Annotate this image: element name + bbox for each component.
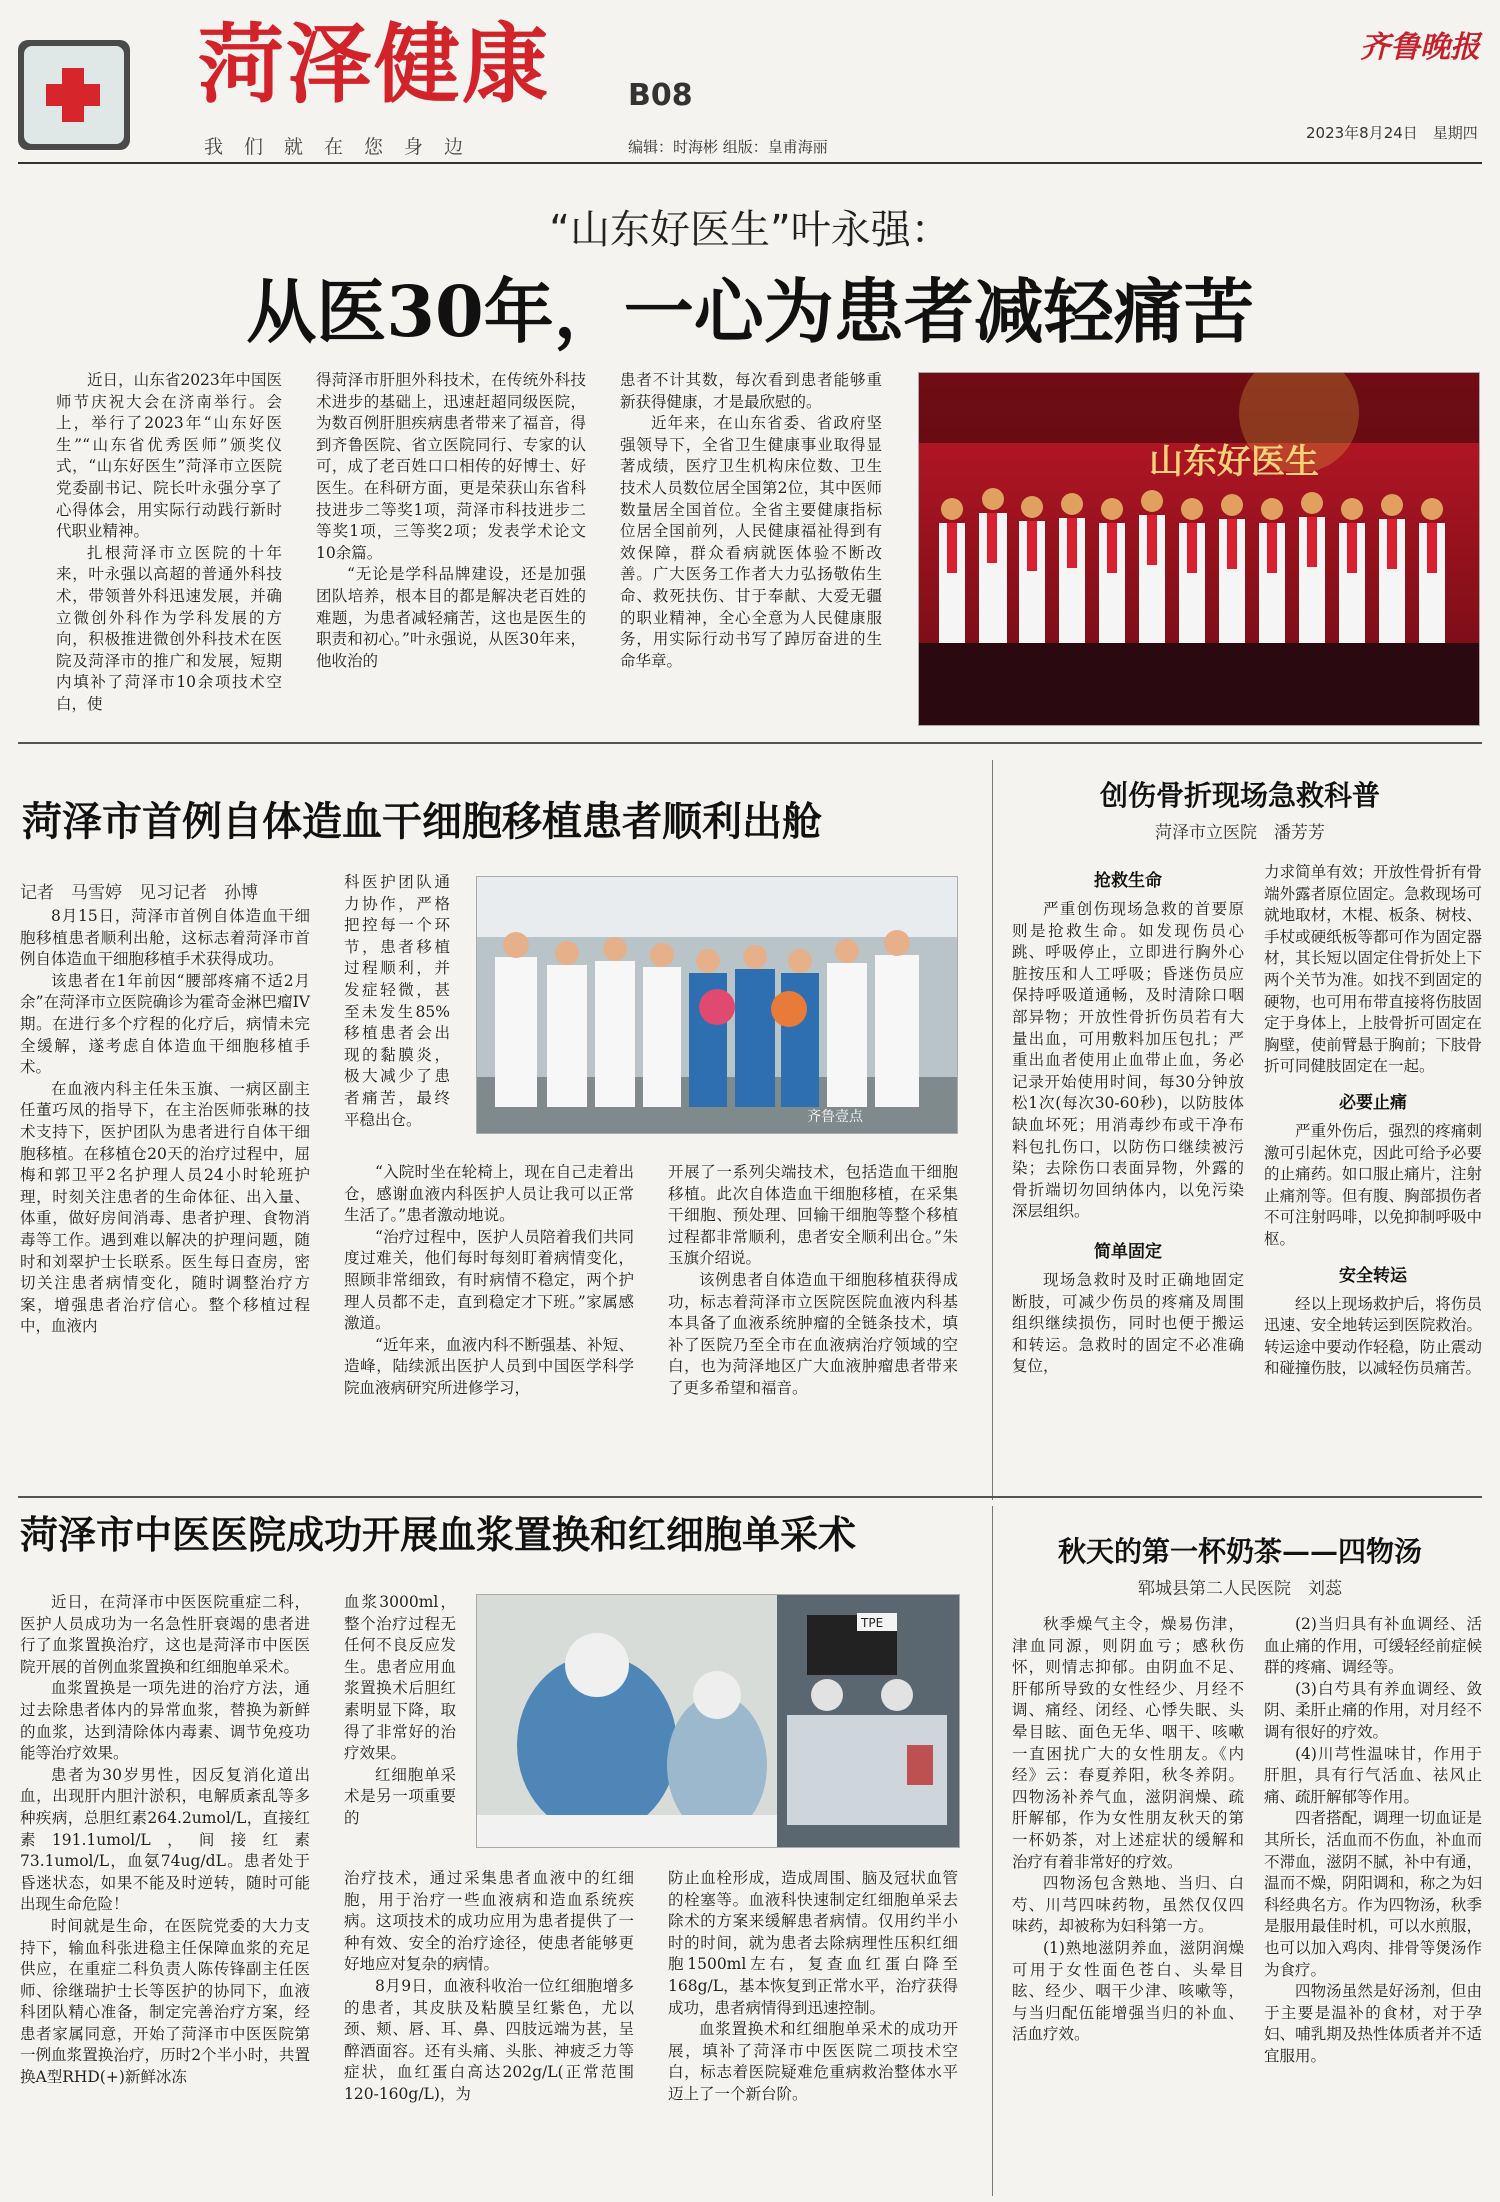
tcm-column-1 [20, 1592, 310, 2089]
paragraph: 四者搭配，调理一切血证是其所长，活血而不伤血，补血而不滞血，滋阴不腻，补中有通，温而不燥，阴阳调和，称之为妇科经典名方。作为四物汤，秋季是服用最佳时机，可以水煎服，也可以加入鸡肉、排骨等煲汤作为食疗。 [1264, 1809, 1482, 1979]
soup-headline: 秋天的第一杯奶茶——四物汤 [1057, 1535, 1422, 1568]
fracture-headline: 创伤骨折现场急救科普 [1099, 779, 1380, 812]
fracture-byline: 菏泽市立医院 潘芳芳 [1155, 823, 1325, 843]
subheading-pain-relief: 必要止痛 [1339, 1092, 1407, 1113]
photo-credit: 齐鲁壹点 [807, 1109, 863, 1125]
paragraph: 患者不计其数，每次看到患者能够重新获得健康，才是最欣慰的。 [620, 371, 882, 411]
paragraph: 科医护团队通力协作，严格把控每一个环节，患者移植过程顺利，并发症轻微，甚至未发生85%移植患者会出现的黏膜炎，极大减少了患者痛苦，最终平稳出仓。 [344, 873, 450, 1129]
paragraph: 血浆置换是一项先进的治疗方法，通过去除患者体内的异常血浆，替换为新鲜的血浆，达到清除体内毒素、调节免疫功能等治疗效果。 [20, 1679, 310, 1763]
stem-cell-headline: 菏泽市首例自体造血干细胞移植患者顺利出舱 [22, 798, 822, 845]
paragraph: “入院时坐在轮椅上，现在自己走着出仓，感谢血液内科医护人员让我可以正常生活了。”患者激动地说。 [344, 1163, 634, 1225]
fracture-paragraph [1012, 1270, 1244, 1378]
paragraph: 在血液内科主任朱玉旗、一病区副主任董巧凤的指导下，在主治医师张琳的技术支持下，医护团队为患者进行自体干细胞移植。在移植仓20天的治疗过程中，屈梅和郭卫平2名护理人员24小时轮班护理，时刻关注患者的生命体征、出入量、体重，做好房间消毒、患者护理、食物消毒等工作。遇到难以解决的护理问题，随时和刘翠护士长联系。医生每日查房，密切关注患者病情变化，随时调整治疗方案，增强患者治疗信心。整个移植过程中，血液内 [20, 1079, 310, 1336]
paragraph: 近年来，在山东省委、省政府坚强领导下，全省卫生健康事业取得显著成绩，医疗卫生机构床位数、卫生技术人员数位居全国第2位，其中医师数量居全国首位。全省主要健康指标位居全国前列，人民健康福祉得到有效保障，群众看病就医体验不断改善。广大医务工作者大力弘扬敬佑生命、救死扶伤、甘于奉献、大爱无疆的职业精神，全心全意为人民健康服务，用实际行动书写了踔厉奋进的生命华章。 [620, 414, 882, 670]
paragraph: 严重外伤后，强烈的疼痛刺激可引起休克，因此可给予必要的止痛药。如口服止痛片，注射止痛剂等。但有腹、胸部损伤者不可注射吗啡，以免抑制呼吸中枢。 [1264, 1121, 1482, 1248]
paragraph: “近年来，血液内科不断强基、补短、造峰，陆续派出医护人员到中国医学科学院血液病研究所进修学习， [344, 1335, 634, 1397]
paragraph: “无论是学科品牌建设，还是加强团队培养，根本目的都是解决老百姓的难题，为患者减轻痛苦，这也是医生的职责和初心。”叶永强说，从医30年来，他收治的 [316, 565, 586, 670]
soup-byline: 郓城县第二人民医院 刘蕊 [1138, 1579, 1342, 1599]
paragraph: 治疗技术，通过采集患者血液中的红细胞，用于治疗一些血液病和造血系统疾病。这项技术的成功应用为患者提供了一种有效、安全的治疗途径，使患者能够更好地应对复杂的病情。 [344, 1869, 634, 1974]
tcm-headline: 菏泽市中医医院成功开展血浆置换和红细胞单采术 [20, 1512, 857, 1557]
paragraph: 严重创伤现场急救的首要原则是抢救生命。如发现伤员心跳、呼吸停止，立即进行胸外心脏按压和人工呼吸；昏迷伤员应保持呼吸道通畅，及时清除口咽部异物；开放性骨折伤员若有大量出血，可用敷料加压包扎；严重出血者使用止血带止血，务必记录开始使用时间，每30分钟放松1次(每次30-60秒)，以防肢体缺血坏死；用消毒纱布或干净布料包扎伤口，以防伤口继续被污染；去除伤口表面异物，外露的骨折端切勿回纳体内，以免污染深层组织。 [1012, 900, 1244, 1221]
paragraph: 8月9日，血液科收治一位红细胞增多的患者，其皮肤及粘膜呈红紫色，尤以颈、颊、唇、耳、鼻、四肢远端为甚，呈醉酒面容。还有头痛、头胀、神疲乏力等症状，血红蛋白高达202g/L(正常范围120-160g/L)，为 [344, 1976, 634, 2103]
plasma-exchange-illustration [477, 1595, 959, 1847]
paragraph: 力求简单有效；开放性骨折有骨端外露者原位固定。急救现场可就地取材，木棍、板条、树枝、手杖或硬纸板等都可作为固定器材，其长短以固定住骨折处上下两个关节为准。如找不到固定的硬物，也可用布带直接将伤肢固定于身体上，上肢骨折可固定在胸壁，使前臂悬于胸前；下肢骨折可同健肢固定在一起。 [1264, 863, 1482, 1076]
paragraph: 扎根菏泽市立医院的十年来，叶永强以高超的普通外科技术，带领普外科迅速发展，并确立微创外科作为学科发展的方向，积极推进微创外科技术在医院及菏泽市的推广和发展，短期内填补了菏泽市10余项技术空白，使 [56, 543, 282, 713]
fracture-left-column [1012, 866, 1244, 1378]
lead-column-2 [316, 370, 586, 672]
soup-left-column [1012, 1614, 1244, 2046]
paragraph: 时间就是生命，在医院党委的大力支持下，输血科张进稳主任保障血浆的充足供应，在重症二科负责人陈传锋副主任医师、徐继瑞护士长等医护的协同下，血液科团队精心准备，制定完善治疗方案，经患者家属同意，开始了菏泽市中医医院第一例血浆置换治疗，历时2个半小时，共置换A型RHD(+)新鲜冰冻 [20, 1916, 310, 2087]
paragraph: 患者为30岁男性，因反复消化道出血，出现肝内胆汁淤积，电解质紊乱等多种疾病，总胆红素264.2umol/L，直接红素191.1umol/L，间接红素73.1umol/L，血氨74ug/dL。患者处于昏迷状态，如果不能及时逆转，随时可能出现生命危险！ [20, 1765, 310, 1914]
discharge-team-photo [476, 876, 958, 1134]
device-label: TPE [861, 1616, 884, 1630]
award-ceremony-photo [918, 372, 1480, 726]
issue-date: 2023年8月24日 星期四 [1306, 124, 1478, 142]
stem-column-1 [20, 906, 310, 1338]
paragraph: (4)川芎性温味甘，作用于肝胆，具有行气活血、祛风止痛、疏肝解郁等作用。 [1264, 1744, 1482, 1806]
column-divider [992, 1506, 993, 2196]
lead-headline: 从医30年，一心为患者减轻痛苦 [246, 270, 1254, 353]
fracture-paragraph [1012, 899, 1244, 1223]
red-cross-icon-bar [46, 84, 100, 106]
stem-column-3 [668, 1162, 958, 1400]
paragraph: 血浆3000ml，整个治疗过程无任何不良反应发生。患者应用血浆置换术后胆红素明显下降，取得了非常好的治疗效果。 [344, 1593, 456, 1763]
tcm-column-2-bottom [344, 1868, 634, 2106]
page-number: B08 [628, 78, 693, 113]
soup-right-column [1264, 1614, 1482, 2067]
award-ceremony-illustration [919, 373, 1479, 725]
lead-column-3 [620, 370, 882, 672]
paragraph: 近日，山东省2023年中国医师节庆祝大会在济南举行。会上，举行了2023年“山东好医生”“山东省优秀医师”颁奖仪式，“山东好医生”菏泽市立医院党委副书记、院长叶永强分享了心得体会，用实际行动践行新时代职业精神。 [56, 371, 282, 541]
tcm-column-3 [668, 1868, 958, 2106]
stem-column-2-bottom [344, 1162, 634, 1400]
paragraph: 开展了一系列尖端技术，包括造血干细胞移植。此次自体造血干细胞移植，在采集干细胞、预处理、回输干细胞等整个移植过程都非常顺利，患者安全顺利出仓。”朱玉旗介绍说。 [668, 1163, 958, 1268]
section-divider [18, 1496, 1482, 1498]
paragraph: 四物汤虽然是好汤剂，但由于主要是温补的食材，对于孕妇、哺乳期及热性体质者并不适宜服用。 [1264, 1982, 1482, 2065]
section-divider [18, 742, 1482, 744]
medical-team-illustration [477, 877, 957, 1133]
banner-text: 山东好医生 [1149, 442, 1319, 482]
header-divider [18, 162, 1482, 164]
paragraph: 红细胞单采术是另一项重要的 [344, 1765, 456, 1827]
subheading-transport: 安全转运 [1339, 1265, 1407, 1286]
paragraph: (2)当归具有补血调经、活血止痛的作用，可缓轻经前症候群的疼痛、调经等。 [1264, 1615, 1482, 1677]
tcm-column-2-top [344, 1592, 456, 1830]
paragraph: (3)白芍具有养血调经、敛阴、柔肝止痛的作用，对月经不调有很好的疗效。 [1264, 1679, 1482, 1741]
stem-column-2-top [344, 872, 450, 1131]
subheading-save-life: 抢救生命 [1094, 871, 1162, 891]
paragraph: 四物汤包含熟地、当归、白芍、川芎四味药物，虽然仅仅四味药，却被称为妇科第一方。 [1012, 1874, 1244, 1936]
fracture-paragraph [1264, 1121, 1482, 1251]
lead-kicker: “山东好医生”叶永强： [549, 207, 951, 253]
paragraph: 该患者在1年前因“腰部疼痛不适2月余”在菏泽市立医院确诊为霍奇金淋巴瘤IV期。在进行多个疗程的化疗后，病情未完全缓解，遂考虑自体造血干细胞移植手术。 [20, 971, 310, 1077]
paragraph: 血浆置换术和红细胞单采术的成功开展，填补了菏泽市中医医院二项技术空白，标志着医院疑难危重病救治整体水平迈上了一个新台阶。 [668, 2020, 958, 2103]
paragraph: 防止血栓形成，造成周围、脑及冠状血管的栓塞等。血液科快速制定红细胞单采去除术的方案来缓解患者病情。仅用约半小时的时间，就为患者去除病理性压积红细胞1500ml左右，复查血红蛋白降至168g/L，基本恢复到正常水平，治疗获得成功，患者病情得到迅速控制。 [668, 1869, 958, 2017]
paragraph: 该例患者自体造血干细胞移植获得成功，标志着菏泽市立医院医院血液内科基本具备了血液系统肿瘤的全链条技术，填补了医院乃至全市在血液病治疗领域的空白，也为菏泽地区广大血液肿瘤患者带来了更多希望和福音。 [668, 1270, 958, 1397]
paragraph: 得菏泽市肝胆外科技术，在传统外科技术进步的基础上，迅速赶超同级医院，为数百例肝胆疾病患者带来了福音，得到齐鲁医院、省立医院同行、专家的认可，成了老百姓口口相传的好博士、好医生。在科研方面，更是荣获山东省科技进步二等奖1项，菏泽市科技进步二等奖1项，三等奖2项；发表学术论文10余篇。 [316, 371, 586, 562]
paragraph: 经以上现场救护后，将伤员迅速、安全地转运到医院救治。转运途中要动作轻稳，防止震动和碰撞伤肢，以减轻伤员痛苦。 [1264, 1294, 1482, 1378]
plasma-exchange-photo [476, 1594, 960, 1848]
section-title: 菏泽健康 [198, 14, 550, 115]
subheading-fixation: 简单固定 [1094, 1241, 1162, 1262]
paragraph: 近日，在菏泽市中医医院重症二科，医护人员成功为一名急性肝衰竭的患者进行了血浆置换治疗，这也是菏泽市中医医院开展的首例血浆置换和红细胞单采术。 [20, 1593, 310, 1676]
newspaper-brand: 齐鲁晚报 [1360, 30, 1480, 65]
editor-credits: 编辑：时海彬 组版：皇甫海丽 [628, 138, 828, 156]
paragraph: 现场急救时及时正确地固定断肢，可减少伤员的疼痛及周围组织继续损伤，同时也便于搬运和转运。急救时的固定不必准确复位， [1012, 1270, 1244, 1376]
paragraph: 8月15日，菏泽市首例自体造血干细胞移植患者顺利出舱，这标志着菏泽市首例自体造血干细胞移植手术获得成功。 [20, 907, 310, 969]
fracture-paragraph [1264, 1294, 1482, 1380]
paragraph: 秋季燥气主令，燥易伤津，津血同源，则阴血亏；感秋伤怀，则情志抑郁。由阴血不足、肝郁所导致的女性经少、月经不调、痛经、闭经、心悸失眠、头晕目眩、面色无华、咽干、咳嗽一直困扰广大的女性朋友。《内经》云：春夏养阳，秋冬养阴。四物汤补养气血，滋阴润燥、疏肝解郁，作为女性朋友秋天的第一杯奶茶，对上述症状的缓解和治疗有着非常好的疗效。 [1012, 1615, 1244, 1871]
section-slogan: 我们就在您身边 [204, 136, 485, 158]
paragraph: (1)熟地滋阴养血，滋阴润燥可用于女性面色苍白、头晕目眩、经少、咽干少津、咳嗽等，与当归配伍能增强当归的补血、活血疗效。 [1012, 1938, 1244, 2044]
lead-column-1 [56, 370, 282, 716]
column-divider [992, 760, 993, 1500]
stem-cell-byline: 记者 马雪婷 见习记者 孙博 [20, 883, 258, 903]
fracture-paragraph [1264, 862, 1482, 1078]
fracture-right-column [1264, 862, 1482, 1380]
paragraph: “治疗过程中，医护人员陪着我们共同度过难关，他们每时每刻盯着病情变化，照顾非常细致，有时病情不稳定，两个护理人员都不走，直到稳定才下班。”家属感激道。 [344, 1227, 634, 1333]
